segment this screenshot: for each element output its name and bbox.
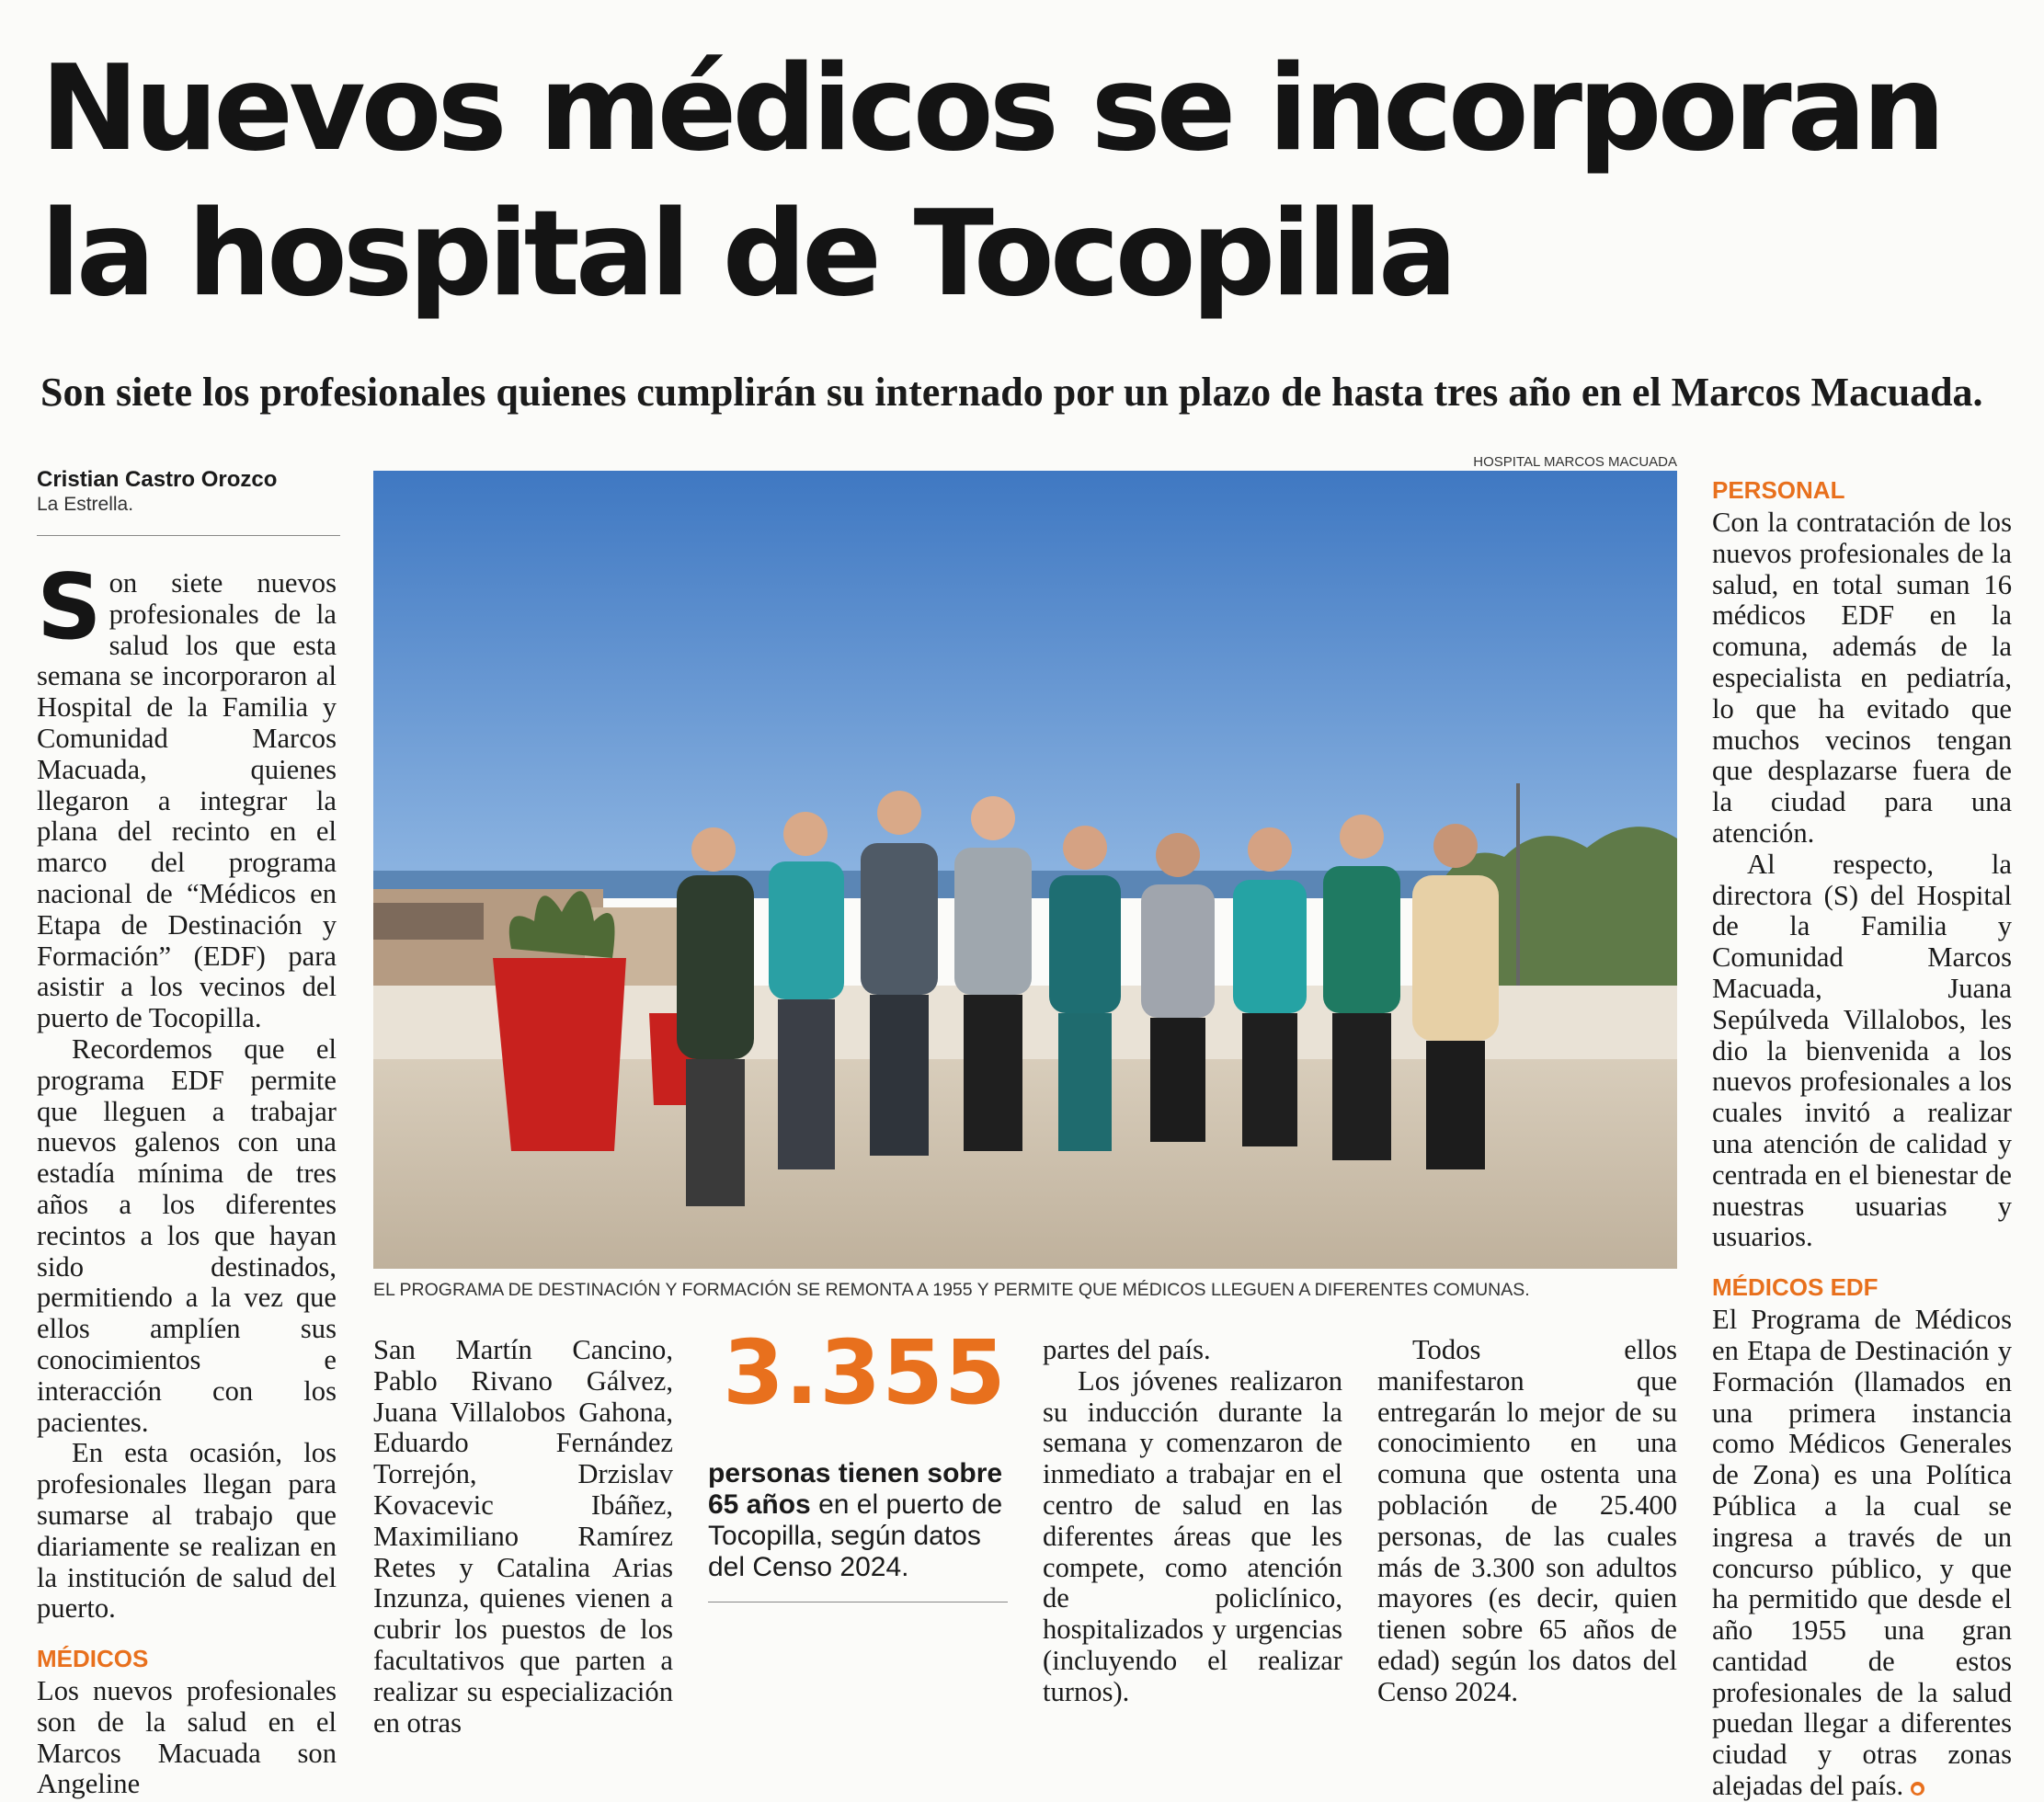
body-paragraph: Los nuevos profesionales son de la salud en el Marcos Macuada son Angeline <box>37 1675 337 1800</box>
headline-line-1: Nuevos médicos se incorporan <box>40 40 1942 177</box>
headline <box>40 37 2017 327</box>
body-paragraph: San Martín Cancino, Pablo Rivano Gálvez, Juana Villalobos Gahona, Eduardo Fernández Torrejón, Drzislav Kovacevic Ibáñez, Maximiliano Ramírez Retes y Catalina Arias Inzunza, quienes vienen a cubrir los puestos de los facultativos que parten a realizar su especialización en otras <box>373 1334 673 1739</box>
subheadline: Son siete los profesionales quienes cumplirán su internado por un plazo de hasta tres año en el Marcos Macuada. <box>40 370 1983 415</box>
byline-author: Cristian Castro Orozco <box>37 467 278 492</box>
stat-description <box>708 1458 1021 1583</box>
article-column-3 <box>1043 1335 1342 1708</box>
lead-paragraph-text: on siete nuevos profesionales de la salud los que esta semana se incorporaron al Hospital de la Familia y Comunidad Marcos Macuada, quienes llegaron a integrar la plana del recinto en el marco del programa nacional de “Médicos en Etapa de Destinación y Formación” (EDF) para asistir a los vecinos del puerto de Tocopilla. <box>37 567 337 1034</box>
headline-line-2: la hospital de Tocopilla <box>40 186 1454 323</box>
stat-description-bold: personas tienen sobre 65 años <box>708 1458 1003 1520</box>
article-column-2 <box>373 1335 673 1739</box>
article-column-4 <box>1377 1335 1677 1708</box>
section-heading-personal: PERSONAL <box>1712 476 1845 504</box>
group-photo-illustration <box>373 471 1677 1269</box>
body-paragraph: Al respecto, la directora (S) del Hospital de la Familia y Comunidad Marcos Macuada, Juana Sepúlveda Villalobos, les dio la bienvenida a los nuevos profesionales a los cuales invitó a realizar una atención de calidad y centrada en el bienestar de nuestras usuarias y usuarios. <box>1712 848 2012 1253</box>
article-column-1 <box>37 555 337 1800</box>
lead-paragraph <box>37 555 337 1034</box>
body-paragraph <box>1712 1305 2012 1802</box>
photo-caption: EL PROGRAMA DE DESTINACIÓN Y FORMACIÓN SE REMONTA A 1955 Y PERMITE QUE MÉDICOS LLEGUEN A DIFERENTES COMUNAS. <box>373 1280 1530 1300</box>
body-paragraph: Todos ellos manifestaron que entregarán lo mejor de su conocimiento en una comuna que ostenta una población de 25.400 personas, de las cuales más de 3.300 son adultos mayores (es decir, quien tienen sobre 65 años de edad) según los datos del Censo 2024. <box>1377 1334 1677 1707</box>
body-paragraph: En esta ocasión, los profesionales llegan para sumarse al trabajo que diariamente se realizan en la institución de salud del puerto. <box>37 1437 337 1625</box>
photo-credit: HOSPITAL MARCOS MACUADA <box>1473 454 1677 470</box>
section-heading-medicos: MÉDICOS <box>37 1645 149 1673</box>
article-photo <box>373 471 1677 1269</box>
stat-description-rest: en el puerto de Tocopilla, según datos del Censo 2024. <box>708 1489 1003 1582</box>
stat-number: 3.355 <box>723 1321 1007 1424</box>
drop-cap: S <box>37 555 102 660</box>
byline <box>37 467 340 536</box>
end-mark-icon: ● <box>1911 1782 1924 1796</box>
body-paragraph: Los jóvenes realizaron su inducción durante la semana y comenzaron de inmediato a trabajar en el centro de salud en las diferentes áreas que les compete, como atención de policlínico, hospitalizados y urgencias (incluyendo el realizar turnos). <box>1043 1364 1342 1707</box>
section-heading-medicos-edf: MÉDICOS EDF <box>1712 1273 1878 1302</box>
building <box>373 903 484 940</box>
body-paragraph: Recordemos que el programa EDF permite que lleguen a trabajar nuevos galenos con una estadía mínima de tres años a los diferentes recintos a los que hayan sido destinados, permitiendo a la vez que ellos amplíen sus conocimientos e interacción con los pacientes. <box>37 1032 337 1438</box>
body-paragraph: Con la contratación de los nuevos profesionales de la salud, en total suman 16 médicos EDF en la comuna, además de la especialista en pediatría, lo que ha evitado que muchos vecinos tengan que desplazarse fuera de la ciudad para una atención. <box>1712 507 2012 849</box>
body-paragraph: partes del país. <box>1043 1334 1211 1365</box>
red-planter <box>493 958 626 1151</box>
byline-publication: La Estrella. <box>37 494 134 515</box>
people-group <box>677 791 1499 1206</box>
body-paragraph-text: El Programa de Médicos en Etapa de Destinación y Formación (llamados en una primera instancia como Médicos Generales de Zona) es una Política Pública a la cual se ingresa a través de un concurso público, y que ha permitido que desde el año 1955 una gran cantidad de estos profesionales de la salud puedan llegar a diferentes ciudad y otras zonas alejadas del país. <box>1712 1304 2012 1802</box>
article-column-5 <box>1712 460 2012 1802</box>
sky <box>373 471 1677 894</box>
